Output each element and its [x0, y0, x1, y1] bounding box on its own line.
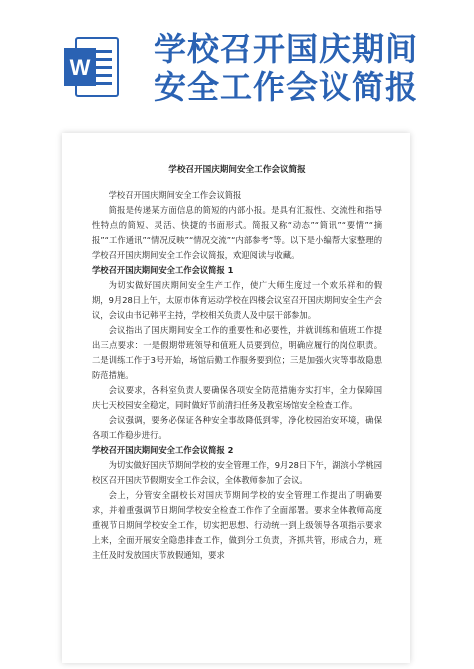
document-paragraphs: [92, 188, 382, 563]
logo-letter: W: [69, 55, 91, 80]
section-heading: 学校召开国庆期间安全工作会议简报 2: [92, 445, 234, 455]
body-paragraph: 会上，分管安全副校长对国庆节期间学校的安全管理工作提出了明确要求，并着重强调节日期间学校安全检查工作作了全面部署。要求全体教师高度重视节日期间学校安全工作，切实把思想、行动统一到上级领导各项指示要求上来，全面开展安全隐患排查工作，做到分工负责，齐抓共管，形成合力，班主任及时发放国庆节放假通知，要求: [92, 490, 382, 560]
header-banner: [0, 0, 474, 120]
banner-title-line2: 安全工作会议简报: [154, 68, 419, 106]
document-page: [62, 133, 410, 663]
body-paragraph: 简报是传递某方面信息的简短的内部小报。是具有汇报性、交流性和指导性特点的简短、灵活、快捷的书面形式。简报又称“动态”“简讯”“要情”“摘报”“工作通讯”“情况反映”“情况交流”“内部参考”等。以下是小编帮大家整理的学校召开国庆期间安全工作会议简报，欢迎阅读与收藏。: [92, 205, 382, 260]
document-body: [92, 163, 382, 563]
body-paragraph: 学校召开国庆期间安全工作会议简报: [108, 190, 242, 200]
body-paragraph: 会议指出了国庆期间安全工作的重要性和必要性，并就训练和值班工作提出三点要求：一是假期带班领导和值班人员要到位，明确应履行的岗位职责。二是训练工作于3号开始，场馆后勤工作服务要到位；三是加强火灾等事故隐患防范措施。: [92, 325, 382, 380]
body-paragraph: 会议强调，要务必保证各种安全事故降低到零，净化校园治安环境，确保各项工作稳步进行。: [92, 415, 382, 440]
body-paragraph: 会议要求，各科室负责人要确保各项安全防范措施夯实打牢，全力保障国庆七天校园安全稳定，同时做好节前清扫任务及教室场馆安全检查工作。: [92, 385, 382, 410]
body-paragraph: 为切实做好国庆节期间学校的安全管理工作，9月28日下午，湖滨小学桃园校区召开国庆节假期安全工作会议，全体教师参加了会议。: [92, 460, 382, 485]
banner-title-line1: 学校召开国庆期间: [154, 30, 419, 68]
body-paragraph: 为切实做好国庆期间安全生产工作，使广大师生度过一个欢乐祥和的假期，9月28日上午，太原市体育运动学校在四楼会议室召开国庆期间安全生产会议，会议由书记韩平主持，学校相关负责人及中层干部参加。: [92, 280, 382, 320]
banner-title: [154, 30, 454, 106]
section-heading: 学校召开国庆期间安全工作会议简报 1: [92, 265, 234, 275]
document-title: 学校召开国庆期间安全工作会议简报: [168, 165, 306, 175]
word-document-icon: [62, 36, 120, 98]
